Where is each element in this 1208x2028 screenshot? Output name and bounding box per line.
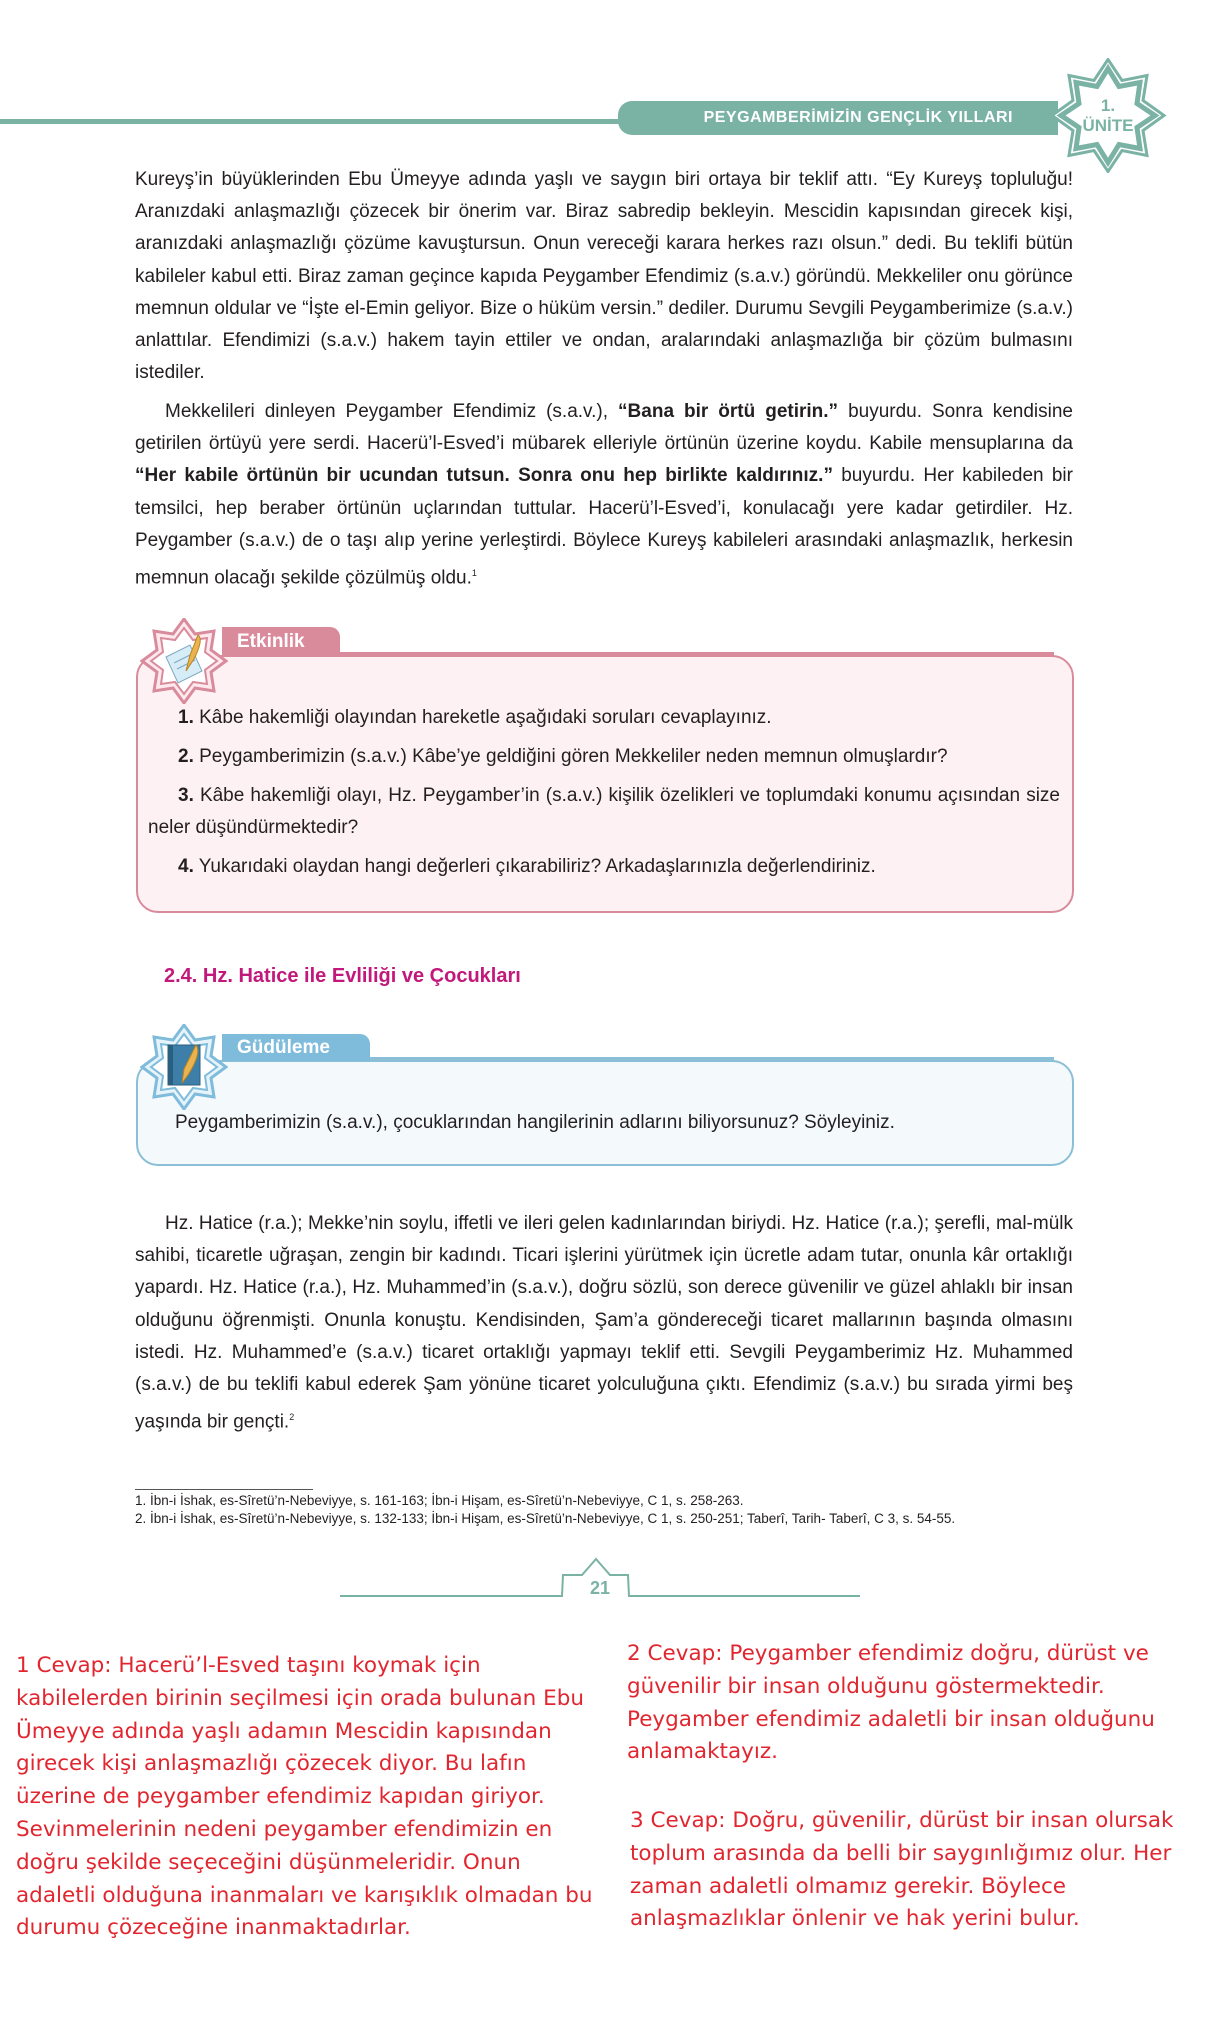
activity-label: Etkinlik — [237, 631, 305, 652]
motivation-tab — [222, 1034, 370, 1061]
paragraph-2 — [135, 396, 1073, 595]
activity-question-2 — [148, 741, 1060, 773]
paragraph-2-part1: Mekkelileri dinleyen Peygamber Efendimiz (s.a.v.), — [165, 401, 619, 422]
paragraph-1 — [135, 164, 1073, 389]
unit-badge — [1048, 58, 1168, 173]
motivation-book-icon — [140, 1024, 228, 1110]
activity-writing-icon — [140, 618, 228, 704]
activity-question-1 — [148, 702, 1060, 734]
answer-1: 1 Cevap: Hacerü’l-Esved taşını koymak için kabilelerden birinin seçilmesi için orada bulunan Ebu Ümeyye adında yaşlı adamın Mescidin kapısından girecek kişi anlaşmazlığı çözecek diyor. Bu lafın üzerine de peygamber efendimiz kapıdan giriyor. Sevinmelerinin nedeni peygamber efendimizin en doğru şekilde seçeceğini düşünmeleridir. Onun adaletli olduğuna inanmaları ve karışıklık olmadan bu durumu çözeceğine inanmaktadırlar. — [16, 1653, 593, 1941]
question-number: 1. — [178, 707, 194, 728]
activity-question-4 — [148, 851, 1060, 883]
paragraph-2-part2: buyurdu. Sonra kendisine getirilen örtüyü yere serdi. Hacerü’l-Esved’i mübarek elleriyle örtünün üzerine koydu. Kabile mensuplarına da — [135, 401, 1073, 455]
page-number: 21 — [589, 1578, 611, 1598]
footnotes — [135, 1492, 955, 1528]
activity-question-3 — [148, 780, 1060, 844]
question-text: Kâbe hakemliği olayı, Hz. Peygamber’in (s.a.v.) kişilik özelikleri ve toplumdaki konumu açısından size neler düşündürmektedir? — [148, 785, 1060, 838]
answer-3: 3 Cevap: Doğru, güvenilir, dürüst bir insan olursak toplum arasında da belli bir saygınlığımız olur. Her zaman adaletli olmamız gerekir. Böylece anlaşmazlıklar önlenir ve hak yerini bulur. — [630, 1808, 1174, 1932]
paragraph-2-quote1: “Bana bir örtü getirin.” — [618, 401, 839, 422]
footnote-1: 1. İbn-i İshak, es-Sîretü’n-Nebeviyye, s. 161-163; İbn-i Hişam, es-Sîretü’n-Nebeviyye, C 1, s. 258-263. — [135, 1493, 744, 1508]
unit-number: 1. — [1100, 95, 1116, 115]
question-text: Yukarıdaki olaydan hangi değerleri çıkarabiliriz? Arkadaşlarınızla değerlendiriniz. — [193, 856, 876, 877]
footnote-ref-2[interactable]: 2 — [289, 1412, 295, 1423]
question-text: Kâbe hakemliği olayından hareketle aşağıdaki soruları cevaplayınız. — [193, 707, 772, 728]
activity-tab — [222, 627, 340, 656]
question-number: 4. — [178, 856, 194, 877]
motivation-question: Peygamberimizin (s.a.v.), çocuklarından hangilerinin adlarını biliyorsunuz? Söyleyiniz. — [175, 1112, 895, 1133]
paragraph-3-text: Hz. Hatice (r.a.); Mekke’nin soylu, iffetli ve ileri gelen kadınlarından biriydi. Hz. Hatice (r.a.); şerefli, mal-mülk sahibi, ticaretle uğraşan, zengin bir kadındı. Ticari işlerini yürütmek için ücretle adam tutar, onunla kâr ortaklığı yapardı. Hz. Hatice (r.a.), Hz. Muhammed’in (s.a.v.), doğru sözlü, son derece güvenilir ve güzel ahlaklı bir insan olduğunu öğrenmişti. Onunla konuştu. Kendisinden, Şam’a göndereceği ticaret mallarının başında olmasını istedi. Hz. Muhammed’e (s.a.v.) ticaret ortaklığı yapmayı teklif etti. Sevgili Peygamberimiz Hz. Muhammed (s.a.v.) de bu teklifi kabul ederek Şam yönüne ticaret yolculuğuna çıktı. Efendimiz (s.a.v.) bu sırada yirmi beş yaşında bir gençti. — [135, 1213, 1073, 1433]
paragraph-3 — [135, 1208, 1073, 1439]
chapter-title: PEYGAMBERİMİZİN GENÇLİK YILLARI — [703, 109, 1013, 126]
motivation-box-topline — [330, 1057, 1054, 1061]
motivation-label: Güdüleme — [237, 1037, 330, 1058]
unit-label: ÜNİTE — [1082, 115, 1134, 135]
activity-questions — [148, 702, 1060, 890]
question-number: 2. — [178, 746, 194, 767]
question-text: Peygamberimizin (s.a.v.) Kâbe’ye geldiğini gören Mekkeliler neden memnun olmuşlardır? — [193, 746, 948, 767]
paragraph-2-part3: buyurdu. Her kabileden bir temsilci, hep beraber örtünün uçlarından tuttular. Hacerü’l-Esved’i, konulacağı yere kadar getirdiler. Hz. Peygamber (s.a.v.) de o taşı alıp yerine yerleştirdi. Böylece Kureyş kabileleri arasındaki anlaşmazlık, herkesin memnun olacağı şekilde çözülmüş oldu. — [135, 465, 1073, 589]
question-number: 3. — [178, 785, 194, 806]
footnote-rule — [135, 1489, 313, 1490]
section-heading: 2.4. Hz. Hatice ile Evliliği ve Çocukları — [164, 965, 521, 987]
footnote-ref-1[interactable]: 1 — [471, 568, 477, 579]
activity-box-topline — [330, 652, 1054, 656]
footnote-2: 2. İbn-i İshak, es-Sîretü’n-Nebeviyye, s. 132-133; İbn-i Hişam, es-Sîretü’n-Nebeviyye, C 1, s. 250-251; Taberî, Tarih- Taberî, C 3, s. 54-55. — [135, 1511, 956, 1526]
paragraph-2-quote2: “Her kabile örtünün bir ucundan tutsun. Sonra onu hep birlikte kaldırınız.” — [135, 465, 833, 487]
chapter-title-banner — [618, 101, 1058, 135]
answer-2: 2 Cevap: Peygamber efendimiz doğru, dürüst ve güvenilir bir insan olduğunu göstermektedir. Peygamber efendimiz adaletli bir insan olduğunu anlamaktayız. — [627, 1641, 1155, 1765]
header-rule — [0, 119, 630, 124]
paragraph-1-text: Kureyş’in büyüklerinden Ebu Ümeyye adında yaşlı ve saygın biri ortaya bir teklif attı. “Ey Kureyş topluluğu! Aranızdaki anlaşmazlığı çözecek bir önerim var. Biraz sabredip bekleyin. Mescidin kapısından girecek kişi, aranızdaki anlaşmazlığı çözüme kavuştursun. Onun vereceği karara herkes razı olsun.” dedi. Bu teklifi bütün kabileler kabul etti. Biraz zaman geçince kapıda Peygamber Efendimiz (s.a.v.) göründü. Mekkeliler onu görünce memnun oldular ve “İşte el-Emin geliyor. Bize o hüküm versin.” dediler. Durumu Sevgili Peygamberimize (s.a.v.) anlattılar. Efendimizi (s.a.v.) hakem tayin ettiler ve ondan, aralarındaki anlaşmazlığa bir çözüm bulmasını istediler. — [135, 169, 1073, 384]
